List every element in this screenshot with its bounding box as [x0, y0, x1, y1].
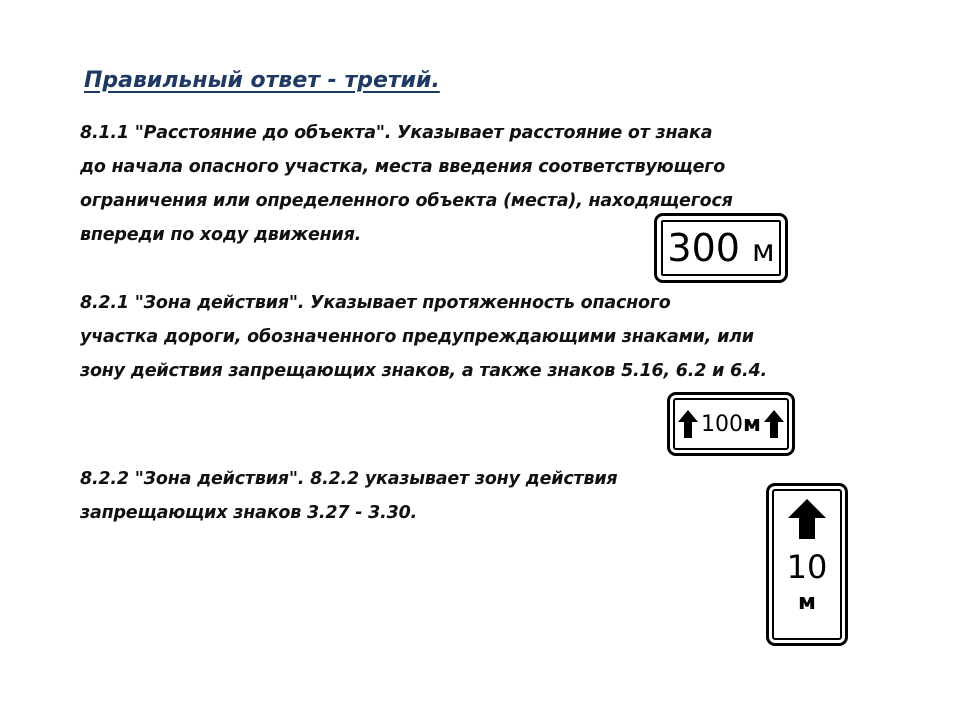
sign-8-2-1-zone	[667, 392, 795, 456]
up-arrow-icon	[787, 498, 827, 540]
paragraph-8-1-1	[80, 116, 920, 252]
sign-number: 100	[701, 411, 743, 437]
paragraph-8-2-1	[80, 286, 920, 388]
sign-8-1-1-distance	[654, 213, 788, 283]
sign-unit: м	[743, 411, 761, 437]
paragraph-line: впереди по ходу движения.	[80, 225, 362, 245]
sign-8-2-2-zone	[766, 483, 848, 646]
sign-unit: м	[751, 233, 775, 269]
paragraph-line: до начала опасного участка, места введения соответствующего	[80, 157, 726, 177]
up-arrow-icon	[763, 409, 785, 439]
paragraph-line: 8.1.1 "Расстояние до объекта". Указывает расстояние от знака	[80, 123, 713, 143]
sign-number: 300	[667, 226, 740, 270]
paragraph-line: ограничения или определенного объекта (места), находящегося	[80, 191, 733, 211]
paragraph-line: 8.2.2 "Зона действия". 8.2.2 указывает зону действия	[80, 469, 618, 489]
up-arrow-icon	[677, 409, 699, 439]
paragraph-line: зону действия запрещающих знаков, а также знаков 5.16, 6.2 и 6.4.	[80, 361, 767, 381]
answer-title: Правильный ответ - третий.	[84, 68, 440, 93]
paragraph-line: 8.2.1 "Зона действия". Указывает протяженность опасного	[80, 293, 671, 313]
sign-number: 10	[786, 548, 828, 586]
paragraph-line: запрещающих знаков 3.27 - 3.30.	[80, 503, 418, 523]
paragraph-line: участка дороги, обозначенного предупреждающими знаками, или	[80, 327, 754, 347]
sign-unit: м	[798, 590, 816, 615]
